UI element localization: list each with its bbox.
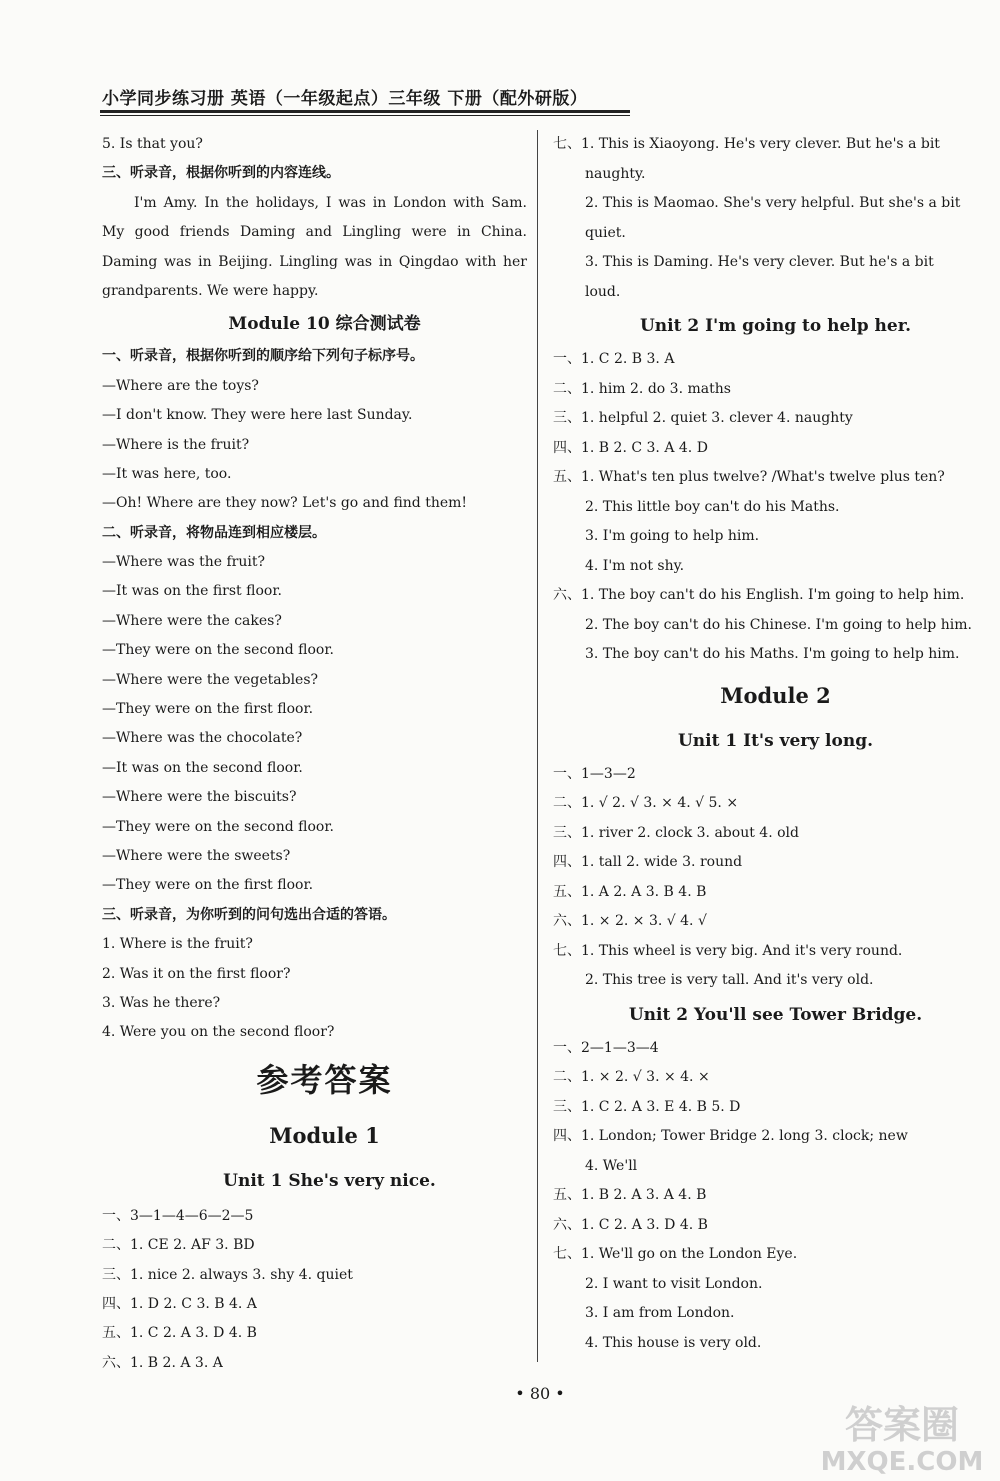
answer-line: 七、1. We'll go on the London Eye. — [553, 1246, 798, 1262]
dialogue-line: —Where were the biscuits? — [102, 789, 297, 806]
passage-line: grandparents. We were happy. — [102, 282, 319, 299]
answer-line: 六、1. The boy can't do his English. I'm going to help him. — [553, 587, 965, 603]
section-heading: 一、听录音，根据你听到的顺序给下列句子标序号。 — [102, 348, 424, 365]
dialogue-line: —They were on the second floor. — [102, 818, 334, 835]
answer-line: 2. This tree is very tall. And it's very old. — [585, 972, 874, 988]
left-column — [102, 130, 527, 1378]
answer-line: 4. I'm not shy. — [585, 557, 685, 574]
answer-line: 四、1. tall 2. wide 3. round — [553, 854, 743, 870]
answer-line: 三、1. C 2. A 3. E 4. B 5. D — [553, 1098, 741, 1115]
answer-line: 七、1. This is Xiaoyong. He's very clever. But he's a bit — [553, 136, 940, 152]
unit-title: Unit 1 It's very long. — [677, 730, 874, 751]
answer-line: 一、1. C 2. B 3. A — [553, 351, 675, 367]
passage-line: I'm Amy. In the holidays, I was in London with Sam. — [134, 194, 527, 211]
dialogue-line: —Oh! Where are they now? Let's go and find them! — [102, 495, 468, 512]
dialogue-line: —Where was the chocolate? — [102, 730, 303, 747]
dialogue-line: —It was here, too. — [102, 465, 232, 482]
section-heading: 二、听录音，将物品连到相应楼层。 — [102, 524, 326, 541]
header-rule-thin — [100, 115, 630, 116]
dialogue-line: —Where are the toys? — [102, 377, 259, 394]
passage-line: My good friends Daming and Lingling were in China. — [102, 224, 527, 241]
answer-line: 五、1. What's ten plus twelve? /What's twelve plus ten? — [553, 469, 945, 485]
answer-line: 3. I'm going to help him. — [585, 528, 760, 544]
dialogue-line: —They were on the first floor. — [102, 701, 314, 718]
running-header: 小学同步练习册 英语（一年级起点）三年级 下册（配外研版） — [102, 89, 588, 109]
column-divider — [537, 130, 538, 1362]
right-column — [553, 130, 978, 1358]
answer-line: 2. This is Maomao. She's very helpful. But she's a bit — [585, 195, 961, 211]
answer-line: quiet. — [585, 224, 626, 241]
dialogue-line: —Where were the sweets? — [102, 847, 291, 864]
answer-line: 三、1. river 2. clock 3. about 4. old — [553, 824, 799, 841]
answer-line: 一、1—3—2 — [553, 765, 636, 782]
answer-line: 3. This is Daming. He's very clever. But he's a bit — [585, 254, 934, 270]
answer-line: loud. — [585, 283, 621, 300]
dialogue-line: —They were on the second floor. — [102, 642, 334, 659]
answer-line: 二、1. √ 2. √ 3. × 4. √ 5. × — [553, 795, 739, 811]
answer-line: 四、1. D 2. C 3. B 4. A — [102, 1295, 257, 1312]
unit-title: Unit 2 You'll see Tower Bridge. — [628, 1004, 923, 1025]
answer-line: 三、1. nice 2. always 3. shy 4. quiet — [102, 1266, 353, 1283]
unit-title: Unit 1 She's very nice. — [223, 1170, 436, 1191]
unit-title: Unit 2 I'm going to help her. — [639, 316, 912, 336]
text-line: 5. Is that you? — [102, 136, 203, 152]
answer-line: 4. We'll — [585, 1157, 638, 1174]
dialogue-line: —It was on the second floor. — [102, 759, 303, 776]
section-heading: 三、听录音，为你听到的问句选出合适的答语。 — [102, 906, 396, 923]
answer-line: 二、1. him 2. do 3. maths — [553, 380, 731, 397]
answer-line: 一、2—1—3—4 — [553, 1039, 659, 1056]
answer-line: 五、1. A 2. A 3. B 4. B — [553, 883, 707, 900]
answers-title: 参考答案 — [256, 1060, 393, 1099]
dialogue-line: —Where was the fruit? — [102, 554, 265, 571]
question-line: 1. Where is the fruit? — [102, 936, 253, 953]
dialogue-line: —Where is the fruit? — [102, 436, 250, 453]
passage-line: Daming was in Beijing. Lingling was in Qingdao with her — [102, 253, 527, 270]
header-rule — [100, 110, 630, 113]
section-heading: 三、听录音，根据你听到的内容连线。 — [102, 165, 340, 182]
answer-line: 六、1. × 2. × 3. √ 4. √ — [553, 913, 707, 929]
answer-line: 2. This little boy can't do his Maths. — [585, 498, 840, 515]
answer-line: 3. I am from London. — [585, 1305, 735, 1321]
question-line: 3. Was he there? — [102, 994, 221, 1011]
question-line: 4. Were you on the second floor? — [102, 1024, 335, 1041]
answer-line: 五、1. C 2. A 3. D 4. B — [102, 1325, 257, 1342]
dialogue-line: —Where were the cakes? — [102, 612, 282, 629]
module-title: Module 1 — [269, 1122, 380, 1148]
answer-line: 一、3—1—4—6—2—5 — [102, 1207, 254, 1224]
answer-line: 四、1. London; Tower Bridge 2. long 3. clock; new — [553, 1128, 908, 1144]
answer-line: 3. The boy can't do his Maths. I'm going to help him. — [585, 646, 960, 662]
answer-line: 五、1. B 2. A 3. A 4. B — [553, 1187, 707, 1203]
answer-line: 2. I want to visit London. — [585, 1275, 763, 1292]
dialogue-line: —Where were the vegetables? — [102, 671, 319, 688]
dialogue-line: —It was on the first floor. — [102, 583, 282, 600]
answer-line: 四、1. B 2. C 3. A 4. D — [553, 439, 708, 456]
answer-line: 二、1. × 2. √ 3. × 4. × — [553, 1069, 710, 1085]
page-number: • 80 • — [515, 1384, 565, 1403]
watermark-logo — [818, 1398, 986, 1476]
answer-line: 二、1. CE 2. AF 3. BD — [102, 1237, 255, 1254]
watermark-text-cn: 答案圈 — [844, 1403, 960, 1447]
question-line: 2. Was it on the first floor? — [102, 965, 291, 982]
answer-line: 六、1. C 2. A 3. D 4. B — [553, 1216, 708, 1233]
answer-line: 六、1. B 2. A 3. A — [102, 1354, 223, 1371]
module10-title: Module 10 综合测试卷 — [228, 314, 421, 335]
answer-line: naughty. — [585, 165, 646, 182]
dialogue-line: —I don't know. They were here last Sunday. — [102, 407, 413, 424]
answer-line: 4. This house is very old. — [585, 1334, 762, 1351]
dialogue-line: —They were on the first floor. — [102, 877, 314, 894]
watermark-text-en: MXQE.COM — [820, 1447, 984, 1476]
answer-line: 七、1. This wheel is very big. And it's very round. — [553, 942, 903, 959]
answer-line: 三、1. helpful 2. quiet 3. clever 4. naughty — [553, 410, 853, 426]
answer-line: 2. The boy can't do his Chinese. I'm going to help him. — [585, 616, 972, 633]
module-title: Module 2 — [720, 682, 831, 708]
